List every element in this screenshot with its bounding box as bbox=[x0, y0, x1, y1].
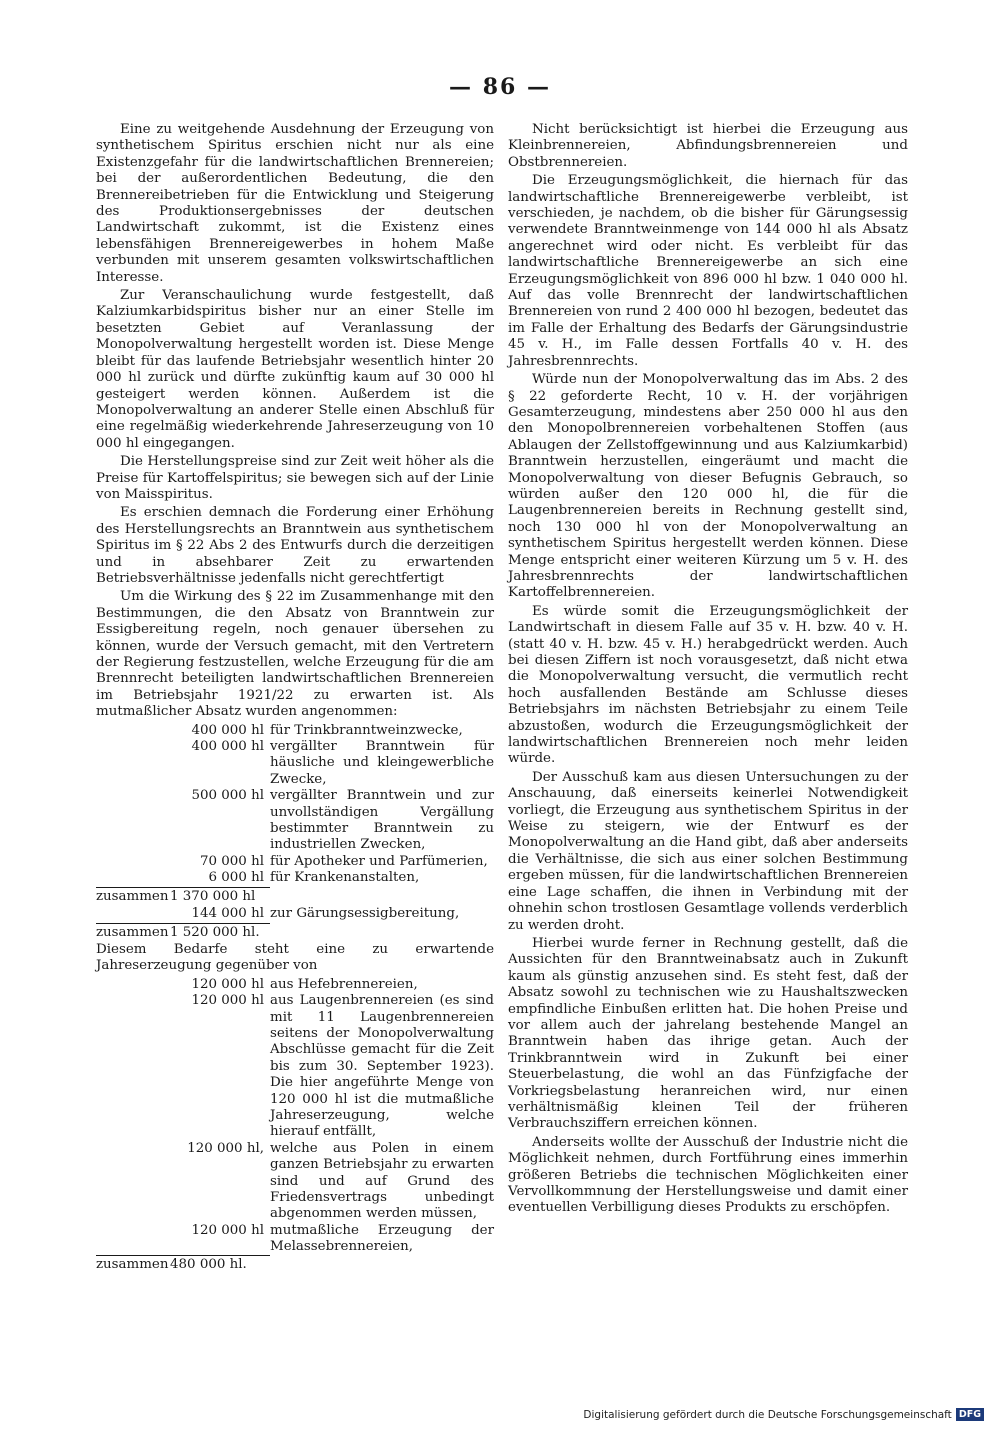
paragraph: Die Erzeugungsmöglichkeit, die hiernach für das landwirtschaftliche Brennereigewerbe verbleibt, ist verschieden, je nachdem, ob die bisher für Gärungsessig verwendete Branntweinmenge von 144 000 hl als Absatz angerechnet wird oder nicht. Es verbleibt für das landwirtschaftliche Brennereigewerbe an sich eine Erzeugungsmöglichkeit von 896 000 hl bzw. 1 040 000 hl. Auf das volle Brennrecht der landwirtschaftlichen Brennereien von rund 2 400 000 hl bezogen, bedeutet das im Falle der Erhaltung des Bedarfs der Gärungsindustrie 45 v. H., im Falle dessen Fortfalls 40 v. H. des Jahresbrennrechts. bbox=[508, 173, 908, 369]
list-item bbox=[96, 906, 494, 923]
list-item bbox=[96, 739, 494, 788]
subtotal-label: zusammen bbox=[96, 924, 169, 940]
item-text: für Krankenanstalten, bbox=[270, 870, 420, 886]
page-number: — 86 — bbox=[449, 74, 551, 100]
total-row bbox=[96, 1257, 494, 1273]
paragraph: Nicht berücksichtigt ist hierbei die Erzeugung aus Kleinbrennereien, Abfindungsbrennereien und Obstbrennereien. bbox=[508, 122, 908, 170]
paragraph: Um die Wirkung des § 22 im Zusammenhange mit den Bestimmungen, die den Absatz von Branntwein zur Essigbereitung regeln, noch genauer übersehen zu können, wurde der Versuch gemacht, mit den Vertretern der Regierung festzustellen, welche Erzeugung für die am Brennrecht beteiligten landwirtschaftlichen Brennereien im Betriebsjahr 1921/22 zu erwarten ist. Als mutmaßlicher Absatz wurden angenommen: bbox=[96, 589, 494, 720]
amount: 400 000 hl bbox=[191, 722, 264, 738]
footer-text: Digitalisierung gefördert durch die Deutsche Forschungsgemeinschaft bbox=[583, 1408, 952, 1421]
paragraph: Der Ausschuß kam aus diesen Untersuchungen zu der Anschauung, daß einerseits keinerlei Notwendigkeit vorliegt, die Erzeugung aus synthetischem Spiritus in der Weise zu steigern, wie der Entwurf es der Monopolverwaltung an die Hand gibt, daß aber anderseits die Verhältnisse, die sich aus einer solchen Bestimmung ergeben müssen, für die landwirtschaftlichen Brennereien eine Lage schaffen, die ihnen in Verbindung mit der ohnehin schon trostlosen Gesamtlage vollends verderblich zu werden droht. bbox=[508, 769, 908, 933]
item-text: aus Hefebrennereien, bbox=[270, 976, 418, 992]
amount: 400 000 hl bbox=[191, 739, 264, 755]
paragraph: Würde nun der Monopolverwaltung das im Abs. 2 des § 22 geforderte Recht, 10 v. H. der vorjährigen Gesamterzeugung, mindestens aber 250 000 hl aus den den Monopolbrennereien vorbehaltenen Stoffen (aus Ablaugen der Zellstoffgewinnung und aus Kalziumkarbid) Branntwein herzustellen, eingeräumt und macht die Monopolverwaltung von dieser Befugnis Gebrauch, so würden außer den 120 000 hl, die für die Laugenbrennereien bereits in Rechnung gestellt sind, noch 130 000 hl von der Monopolverwaltung an synthetischem Spiritus hergestellt werden können. Diese Menge entspricht einer weiteren Kürzung um 5 v. H. des Jahresbrennrechts der landwirtschaftlichen Kartoffelbrennereien. bbox=[508, 372, 908, 601]
paragraph: Eine zu weitgehende Ausdehnung der Erzeugung von synthetischem Spiritus erschien nicht nur als eine Existenzgefahr für die landwirtschaftlichen Brennereien; bei der außerordentlichen Bedeutung, die den Brennereibetrieben für die Entwicklung und Steigerung des Produktionsergebnisses der deutschen Landwirtschaft zukommt, ist die Existenz eines lebensfähigen Brennereigewerbes in hohem Maße verbunden mit unserem gesamten volkswirtschaftlichen Interesse. bbox=[96, 122, 494, 285]
amount: 144 000 hl bbox=[96, 906, 270, 923]
item-text: aus Laugenbrennereien (es sind mit 11 Laugenbrennereien seitens der Monopolverwaltung Abschlüsse gemacht für die Zeit bis zum 30. September 1923). Die hier angeführte Menge von 120 000 hl ist die mutmaßliche Jahreserzeugung, welche hierauf entfällt, bbox=[270, 993, 494, 1140]
amount: 120 000 hl bbox=[96, 1223, 270, 1256]
demand-list bbox=[96, 723, 494, 888]
paragraph: Anderseits wollte der Ausschuß der Industrie nicht die Möglichkeit nehmen, durch Fortführung eines immerhin größeren Betriebs die technischen Möglichkeiten einer Vervollkommnung der Herstellungsweise und damit einer eventuellen Verbilligung dieses Produkts zu erschöpfen. bbox=[508, 1134, 908, 1216]
subtotal-row bbox=[96, 925, 494, 941]
left-column bbox=[96, 122, 494, 1274]
list-item bbox=[96, 1223, 494, 1256]
subtotal-value: 1 370 000 hl bbox=[170, 888, 256, 904]
amount: 500 000 hl bbox=[191, 788, 264, 804]
item-text: welche aus Polen in einem ganzen Betriebsjahr zu erwarten sind und auf Grund des Friedensvertrags unbedingt abgenommen werden müssen, bbox=[270, 1140, 494, 1222]
list-item bbox=[96, 977, 494, 993]
amount: 120 000 hl bbox=[191, 976, 264, 992]
amount: 70 000 hl bbox=[199, 853, 264, 869]
paragraph: Es würde somit die Erzeugungsmöglichkeit der Landwirtschaft in diesem Falle auf 35 v. H. bzw. 40 v. H. (statt 40 v. H. bzw. 45 v. H.) herabgedrückt werden. Auch bei diesen Ziffern ist noch vorausgesetzt, daß nicht etwa die Monopolverwaltung versucht, die vermutlich recht hoch ausfallenden Bestände am Schlusse dieses Betriebsjahrs im nächsten Betriebsjahr zu einem Teile abzustoßen, wodurch die Erzeugungsmöglichkeit der landwirtschaftlichen Brennereien noch mehr leiden würde. bbox=[508, 603, 908, 767]
list-item bbox=[96, 993, 494, 1141]
dfg-logo-icon: DFG bbox=[956, 1408, 984, 1421]
list-item bbox=[96, 854, 494, 870]
paragraph: Die Herstellungspreise sind zur Zeit weit höher als die Preise für Kartoffelspiritus; sie bewegen sich auf der Linie von Maisspiritus. bbox=[96, 454, 494, 502]
item-text: zur Gärungsessigbereitung, bbox=[270, 906, 460, 922]
supply-list bbox=[96, 977, 494, 1256]
paragraph: Hierbei wurde ferner in Rechnung gestellt, daß die Aussichten für den Branntweinabsatz auch in Zukunft kaum als günstig anzusehen sind. Es steht fest, daß der Absatz sowohl zu technischen wie zu Haushaltszwecken empfindliche Einbußen erlitten hat. Die hohen Preise und vor allem auch der jahrelang bestehende Mangel an Branntwein haben das ihrige getan. Auch der Trinkbranntwein wird in Zukunft bei einer Steuerbelastung, die wohl an das Fünfzigfache der Vorkriegsbelastung heranreichen wird, nur einen verhältnismäßig kleinen Teil der früheren Verbrauchsziffern erreichen können. bbox=[508, 935, 908, 1132]
list-item bbox=[96, 788, 494, 854]
item-text: für Apotheker und Parfümerien, bbox=[270, 853, 488, 869]
amount: 6 000 hl bbox=[96, 870, 270, 887]
paragraph: Diesem Bedarfe steht eine zu erwartende Jahreserzeugung gegenüber von bbox=[96, 941, 494, 974]
subtotal-value: 1 520 000 hl. bbox=[170, 924, 260, 940]
paragraph: Es erschien demnach die Forderung einer Erhöhung des Herstellungsrechts an Branntwein aus synthetischem Spiritus im § 22 Abs 2 des Entwurfs durch die derzeitigen und in absehbarer Zeit zu erwartenden Betriebsverhältnisse jedenfalls nicht gerechtfertigt bbox=[96, 505, 494, 586]
total-label: zusammen bbox=[96, 1256, 169, 1272]
subtotal-row bbox=[96, 889, 494, 905]
list-item bbox=[96, 1141, 494, 1223]
item-text: mutmaßliche Erzeugung der Melassebrennereien, bbox=[270, 1222, 494, 1255]
item-text: vergällter Branntwein für häusliche und kleingewerbliche Zwecke, bbox=[270, 739, 494, 787]
amount: 120 000 hl, bbox=[187, 1140, 264, 1156]
right-column bbox=[508, 122, 908, 1219]
paragraph: Zur Veranschaulichung wurde festgestellt, daß Kalziumkarbidspiritus bisher nur an einer Stelle im besetzten Gebiet auf Veranlassung der Monopolverwaltung hergestellt worden ist. Diese Menge bleibt für das laufende Betriebsjahr wesentlich hinter 20 000 hl zurück und dürfte zukünftig kaum auf 30 000 hl gesteigert werden können. Außerdem ist die Monopolverwaltung an anderer Stelle einen Abschluß für eine regelmäßig wiederkehrende Jahreserzeugung von 10 000 hl eingegangen. bbox=[96, 288, 494, 451]
total-value: 480 000 hl. bbox=[170, 1256, 247, 1272]
subtotal-label: zusammen bbox=[96, 888, 169, 904]
amount: 120 000 hl bbox=[191, 993, 264, 1009]
item-text: für Trinkbranntweinzwecke, bbox=[270, 722, 463, 738]
list-item bbox=[96, 870, 494, 887]
list-item bbox=[96, 723, 494, 739]
item-text: vergällter Branntwein und zur unvollständigen Vergällung bestimmter Branntwein zu industriellen Zwecken, bbox=[270, 788, 494, 853]
footer-credit bbox=[583, 1408, 984, 1421]
